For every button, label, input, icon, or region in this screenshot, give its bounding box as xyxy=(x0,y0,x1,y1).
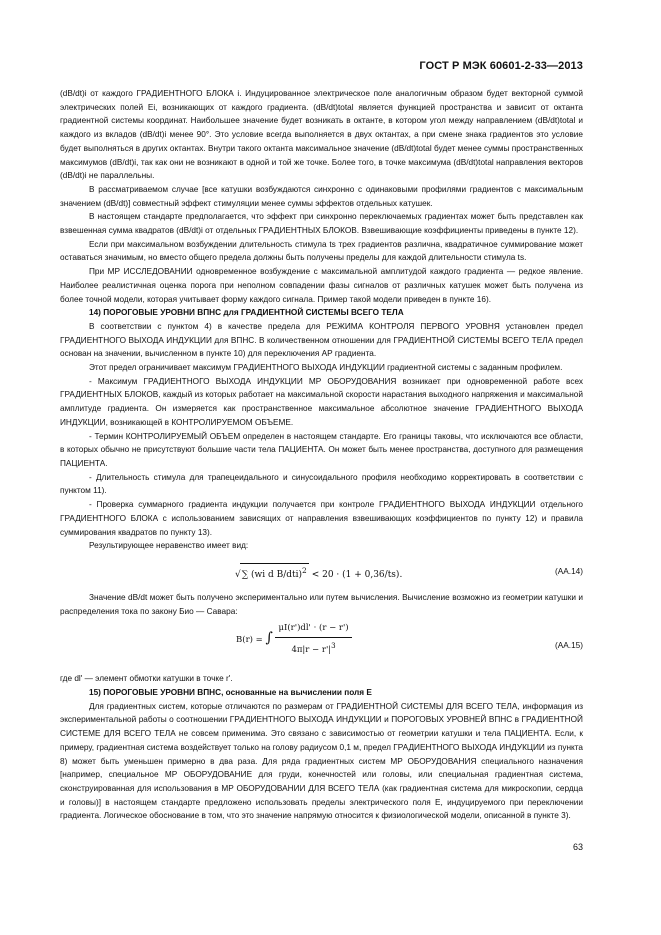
paragraph: Для градиентных систем, которые отличаются по размерам от ГРАДИЕНТНОЙ СИСТЕМЫ ДЛЯ ВСЕГО ТЕЛА, информация из экспериментальной работы о соотношении ГРАДИЕНТНОГО ВЫХОДА ИНДУКЦИИ и ПОРОГОВЫХ УРОВНЕЙ ВПНС в ГРАДИЕНТНОЙ СИСТЕМЕ ДЛЯ ВСЕГО ТЕЛА не совсем применима. Это связано с зависимостью от геометрии катушки и тела ПАЦИЕНТА. Если, к примеру, градиентная система воздействует только на голову радиусом 0,1 м, предел ГРАДИЕНТНОГО ВЫХОДА ИНДУКЦИИ из пункта 8) может быть уменьшен примерно в два раза. Для ряда градиентных систем МР ОБОРУДОВАНИЯ специального назначения [например, специальное МР ОБОРУДОВАНИЕ для груди, конечностей или головы, или специальная градиентная система, сконструированная для использования в МР ОБОРУДОВАНИИ ДЛЯ ВСЕГО ТЕЛА (как градиентная система для микроскопии, сердца и головы)] в настоящем стандарте предложено использовать пределы электрического поля E, индуцируемого при переключении градиента. Логическое обоснование в том, что это значение напрямую относится к физиологической модели, описанной в пункте 3). xyxy=(60,701,583,821)
equation-number: (AA.14) xyxy=(555,566,583,576)
equation-aa15 xyxy=(60,618,583,672)
sqrt-body xyxy=(240,563,309,583)
paragraph: В настоящем стандарте предполагается, что эффект при синхронно переключаемых градиентах может быть представлен как взвешенная сумма квадратов (dB/dt)i от отдельных ГРАДИЕНТНЫХ БЛОКОВ. Взвешивающие коэффициенты приведены в пункте 12). xyxy=(60,212,583,236)
sqrt-sign: √ xyxy=(235,569,241,580)
sum-term: ∑ (wi d B/dti) xyxy=(241,569,303,580)
section-heading-15: 15) ПОРОГОВЫЕ УРОВНИ ВПНС, основанные на вычислении поля E xyxy=(89,688,372,698)
fraction xyxy=(275,622,351,657)
lhs: B(r) = xyxy=(236,635,263,646)
integral-sign: ∫ xyxy=(265,630,273,647)
paragraph: - Максимум ГРАДИЕНТНОГО ВЫХОДА ИНДУКЦИИ МР ОБОРУДОВАНИЯ возникает при одновременной работе всех ГРАДИЕНТНЫХ БЛОКОВ, каждый из которых работает на максимальной скорости нарастания выходного напряжения и максимальной амплитуде градиента. Он измеряется как пространственное максимальное абсолютное значение ГРАДИЕНТНОГО ВЫХОДА ИНДУКЦИИ, возникающей в КОНТРОЛИРУЕМОМ ОБЪЕМЕ. xyxy=(60,376,583,427)
rhs: < 20 · (1 + 0,36/ts). xyxy=(311,569,403,580)
equation-number: (AA.15) xyxy=(555,641,583,651)
standard-header: ГОСТ Р МЭК 60601-2-33—2013 xyxy=(419,60,583,72)
paragraph: В соответствии с пунктом 4) в качестве предела для РЕЖИМА КОНТРОЛЯ ПЕРВОГО УРОВНЯ установлен предел ГРАДИЕНТНОГО ВЫХОДА ИНДУКЦИИ для ВПНС. В количественном отношении для ГРАДИЕНТНОЙ СИСТЕМЫ ВСЕГО ТЕЛА предел основан на значении, вычисленном в пункте 10) для переключения AP градиента. xyxy=(60,321,583,359)
numerator: μI(r')dl' · (r − r') xyxy=(275,622,351,638)
paragraph: (dB/dt)i от каждого ГРАДИЕНТНОГО БЛОКА i. Индуцированное электрическое поле аналогичным образом будет векторной суммой электрических полей Ei, возникающих от каждого градиента. (dB/dt)total является функцией пространства и зависит от октанта градиентной системы координат. Наибольшее значение будет возникать в октанте, в котором угол между направлением (dB/dt)total и каждого из вкладов (dB/dt)i менее 90°. Это условие всегда выполняется в двух октантах, а при смене знака градиентов это условие будет выполняться в других октантах. Внутри такого октанта максимальное значение (dB/dt)total будет менее суммы пространственных максимумов (dB/dt)i, так как они не возникают в одной и той же точке. Более того, в точке максимума (dB/dt)total направления векторов (dB/dt)i не параллельны. xyxy=(60,89,583,181)
denominator: 4π|r − r'| xyxy=(291,644,332,655)
paragraph: В рассматриваемом случае [все катушки возбуждаются синхронно с одинаковыми профилями градиентов с максимальным значением (dB/dt)] совместный эффект стимуляции менее суммы эффектов отдельных катушек. xyxy=(60,184,583,208)
denominator-wrap xyxy=(275,638,351,658)
paragraph: Этот предел ограничивает максимум ГРАДИЕНТНОГО ВЫХОДА ИНДУКЦИИ градиентной системы с заданным профилем. xyxy=(89,363,563,373)
paragraph: - Термин КОНТРОЛИРУЕМЫЙ ОБЪЕМ определен в настоящем стандарте. Его границы таковы, что исключаются все области, в которых обычно не присутствуют большие части тела ПАЦИЕНТА. Он может быть менее пространства, доступного для размещения ПАЦИЕНТА. xyxy=(60,431,583,468)
paragraph: Значение dB/dt может быть получено экспериментально или путем вычисления. Вычисление возможно из геометрии катушки и распределения тока по закону Био — Савара: xyxy=(60,592,583,616)
den-power: 3 xyxy=(331,641,336,651)
paragraph: - Проверка суммарного градиента индукции получается при контроле ГРАДИЕНТНОГО ВЫХОДА ИНДУКЦИИ отдельного ГРАДИЕНТНОГО БЛОКА с использованием зависящих от направления взвешивающих коэффициентов по пункту 12) и правила суммирования квадратов по пункту 13). xyxy=(60,500,583,537)
equation-aa14-expression xyxy=(235,563,402,583)
equation-aa14 xyxy=(60,553,583,591)
paragraph: Результирующее неравенство имеет вид: xyxy=(89,541,249,551)
power: 2 xyxy=(302,565,307,575)
paragraph: Если при максимальном возбуждении длительность стимула ts трех градиентов различна, квадратичное суммирование может оставаться значимым, но вместо общего предела должны быть получены пределы для каждой длительности стимула ts. xyxy=(60,239,583,263)
paragraph: - Длительность стимула для трапецеидального и синусоидального профиля необходимо корректировать в соответствии с пунктом 11). xyxy=(60,472,583,496)
equation-aa15-expression xyxy=(236,622,352,657)
section-heading-14: 14) ПОРОГОВЫЕ УРОВНИ ВПНС для ГРАДИЕНТНОЙ СИСТЕМЫ ВСЕГО ТЕЛА xyxy=(89,308,404,318)
paragraph: При МР ИССЛЕДОВАНИИ одновременное возбуждение с максимальной амплитудой каждого градиента — редкое явление. Наиболее реалистичная оценка порога при неполном совпадении фазы сигналов от различных катушек может быть получена из более точной модели, которая учитывает форму каждого сигнала. Пример такой модели приведен в пункте 16). xyxy=(60,267,583,304)
page-number: 63 xyxy=(572,842,583,852)
document-body xyxy=(60,87,583,823)
paragraph: где dl' — элемент обмотки катушки в точке r'. xyxy=(60,674,233,684)
